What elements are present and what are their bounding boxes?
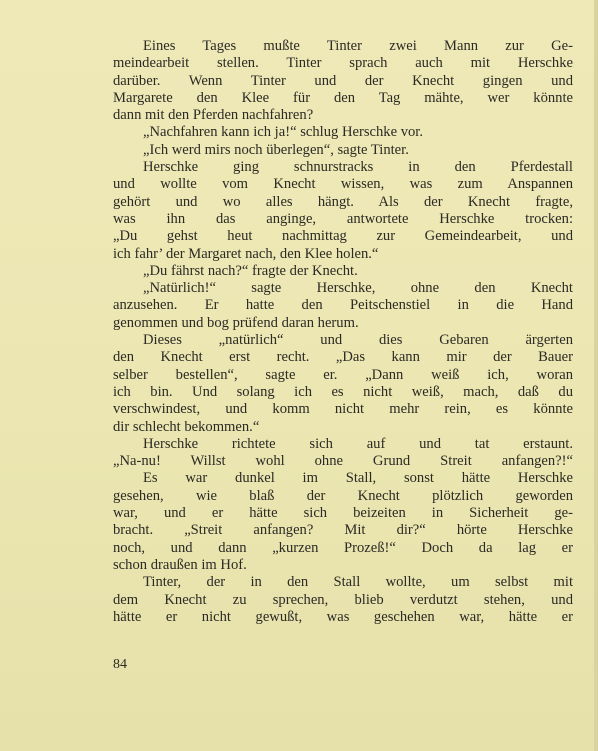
text-line: dem Knecht zu sprechen, blieb verdutzt stehen, und: [113, 591, 573, 608]
text-line: verschwindest, und komm nicht mehr rein, es könnte: [113, 401, 573, 418]
text-line: Herschke richtete sich auf und tat erstaunt.: [143, 435, 573, 452]
text-line: war, und er hätte sich beizeiten in Sicherheit ge-: [113, 505, 573, 522]
text-line: selber bestellen“, sagte er. „Dann weiß ich, woran: [113, 366, 573, 383]
text-line: anzusehen. Er hatte den Peitschenstiel in die Hand: [113, 297, 573, 314]
page-number: 84: [113, 657, 127, 672]
text-line: Eines Tages mußte Tinter zwei Mann zur Ge-: [143, 38, 573, 54]
text-line: „Na-nu! Willst wohl ohne Grund Streit anfangen?!“: [113, 453, 573, 470]
text-line: Tinter, der in den Stall wollte, um selbst mit: [143, 574, 573, 591]
text-line: gesehen, wie blaß der Knecht plötzlich geworden: [113, 487, 573, 504]
page-edge: [594, 0, 598, 751]
text-line: darüber. Wenn Tinter und der Knecht gingen und: [113, 72, 573, 89]
text-line: Herschke ging schnurstracks in den Pferdestall: [143, 159, 573, 176]
text-line: Margarete den Klee für den Tag mähte, wer könnte: [113, 89, 573, 106]
text-line: was ihn das anginge, antwortete Herschke trocken:: [113, 210, 573, 227]
text-line: „Ich werd mirs noch überlegen“, sagte Tinter.: [143, 141, 409, 158]
text-line: hätte er nicht gewußt, was geschehen war, hätte er: [113, 608, 573, 625]
text-line: dann mit den Pferden nachfahren?: [113, 107, 314, 124]
text-line: ich bin. Und solang ich es nicht weiß, mach, daß du: [113, 383, 573, 400]
text-line: genommen und bog prüfend daran herum.: [113, 314, 359, 331]
text-line: meindearbeit stellen. Tinter sprach auch mit Herschke: [113, 55, 573, 72]
body-text: [113, 38, 573, 626]
text-line: gehört und wo alles hängt. Als der Knecht fragte,: [113, 193, 573, 210]
text-line: bracht. „Streit anfangen? Mit dir?“ hörte Herschke: [113, 522, 573, 539]
text-line: Es war dunkel im Stall, sonst hätte Herschke: [143, 470, 573, 487]
text-line: schon draußen im Hof.: [113, 556, 247, 573]
text-line: „Du gehst heut nachmittag zur Gemeindearbeit, und: [113, 228, 573, 245]
text-line: „Natürlich!“ sagte Herschke, ohne den Knecht: [143, 280, 573, 297]
text-line: „Du fährst nach?“ fragte der Knecht.: [143, 262, 358, 279]
text-line: Dieses „natürlich“ und dies Gebaren ärgerten: [143, 332, 573, 349]
text-line: den Knecht erst recht. „Das kann mir der Bauer: [113, 349, 573, 366]
text-line: noch, und dann „kurzen Prozeß!“ Doch da lag er: [113, 539, 573, 556]
text-line: dir schlecht bekommen.“: [113, 418, 260, 435]
text-line: „Nachfahren kann ich ja!“ schlug Herschke vor.: [143, 124, 423, 141]
text-line: und wollte vom Knecht wissen, was zum Anspannen: [113, 176, 573, 193]
text-line: ich fahr’ der Margaret nach, den Klee holen.“: [113, 245, 379, 262]
